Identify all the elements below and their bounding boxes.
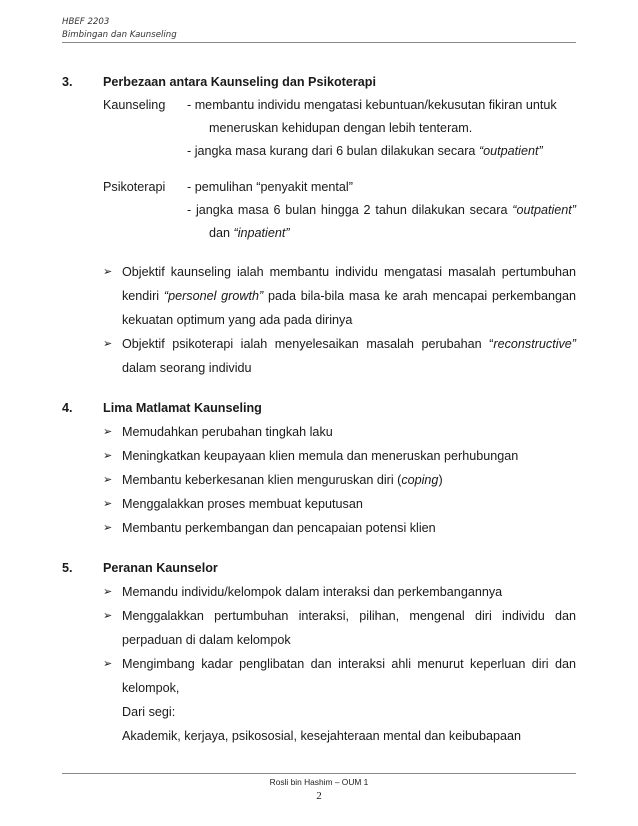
list-item: ➢ Membantu perkembangan dan pencapaian potensi klien — [103, 516, 576, 540]
comparison-table — [103, 94, 576, 380]
arrow-bullet-icon: ➢ — [103, 522, 113, 534]
arrow-bullet-icon: ➢ — [103, 498, 113, 510]
arrow-bullet-icon: ➢ — [103, 610, 113, 622]
definition-line: - jangka masa kurang dari 6 bulan dilakukan secara “outpatient” — [187, 144, 543, 158]
section-number: 3. — [62, 75, 73, 89]
section-5-heading — [62, 556, 576, 580]
list-item: ➢ Objektif kaunseling ialah membantu individu mengatasi masalah pertumbuhan kendiri “personel growth” pada bila-bila masa ke arah mencapai perkembangan kekuatan optimum yang ada pada dirinya — [103, 260, 576, 332]
goals-list — [103, 420, 576, 540]
footer-author: Rosli bin Hashim – OUM 1 — [269, 777, 369, 787]
arrow-bullet-icon: ➢ — [103, 426, 113, 438]
term-label: Psikoterapi — [103, 180, 166, 194]
list-item: ➢ Memudahkan perubahan tingkah laku — [103, 420, 576, 444]
definition-line: - pemulihan “penyakit mental” — [187, 180, 353, 194]
definition-line: - jangka masa 6 bulan hingga 2 tahun dilakukan secara “outpatient” — [187, 203, 576, 217]
definition-kaunseling — [103, 94, 576, 163]
list-item: ➢ Menggalakkan pertumbuhan interaksi, pilihan, mengenal diri individu dan perpaduan di dalam kelompok — [103, 604, 576, 652]
section-title: Perbezaan antara Kaunseling dan Psikoterapi — [103, 75, 376, 89]
arrow-bullet-icon: ➢ — [103, 474, 113, 486]
list-item: ➢ Objektif psikoterapi ialah menyelesaikan masalah perubahan “reconstructive” dalam seorang individu — [103, 332, 576, 380]
definition-line: dan “inpatient” — [209, 226, 290, 240]
page-header — [62, 16, 177, 42]
section-4-heading — [62, 396, 576, 420]
term-label: Kaunseling — [103, 98, 166, 112]
course-code: HBEF 2203 — [62, 17, 110, 27]
list-item: ➢ Mengimbang kadar penglibatan dan interaksi ahli menurut keperluan diri dan kelompok, Dari segi: Akademik, kerjaya, psikososial, kesejahteraan mental dan keibubapaan — [103, 652, 576, 748]
definition-line: - membantu individu mengatasi kebuntuan/kekusutan fikiran untuk — [187, 98, 557, 112]
document-body — [62, 70, 576, 748]
objective-list — [103, 260, 576, 380]
section-title: Lima Matlamat Kaunseling — [103, 401, 262, 415]
section-number: 5. — [62, 561, 73, 575]
arrow-bullet-icon: ➢ — [103, 266, 113, 278]
arrow-bullet-icon: ➢ — [103, 338, 113, 350]
footer-divider — [62, 773, 576, 774]
page-number: 2 — [316, 790, 322, 802]
section-3-heading — [62, 70, 576, 94]
list-item: ➢ Membantu keberkesanan klien menguruskan diri (coping) — [103, 468, 576, 492]
section-number: 4. — [62, 401, 73, 415]
course-name: Bimbingan dan Kaunseling — [62, 30, 177, 40]
arrow-bullet-icon: ➢ — [103, 450, 113, 462]
definition-line: meneruskan kehidupan dengan lebih tenteram. — [209, 121, 473, 135]
list-item: ➢ Meningkatkan keupayaan klien memula dan meneruskan perhubungan — [103, 444, 576, 468]
list-item-subline: Dari segi: — [122, 705, 176, 719]
counselor-role-list — [103, 580, 576, 748]
list-item-subline: Akademik, kerjaya, psikososial, kesejahteraan mental dan keibubapaan — [122, 729, 522, 743]
list-item: ➢ Menggalakkan proses membuat keputusan — [103, 492, 576, 516]
definition-psikoterapi — [103, 176, 576, 245]
header-divider — [62, 42, 576, 43]
section-title: Peranan Kaunselor — [103, 561, 218, 575]
arrow-bullet-icon: ➢ — [103, 658, 113, 670]
arrow-bullet-icon: ➢ — [103, 586, 113, 598]
list-item: ➢ Memandu individu/kelompok dalam interaksi dan perkembangannya — [103, 580, 576, 604]
